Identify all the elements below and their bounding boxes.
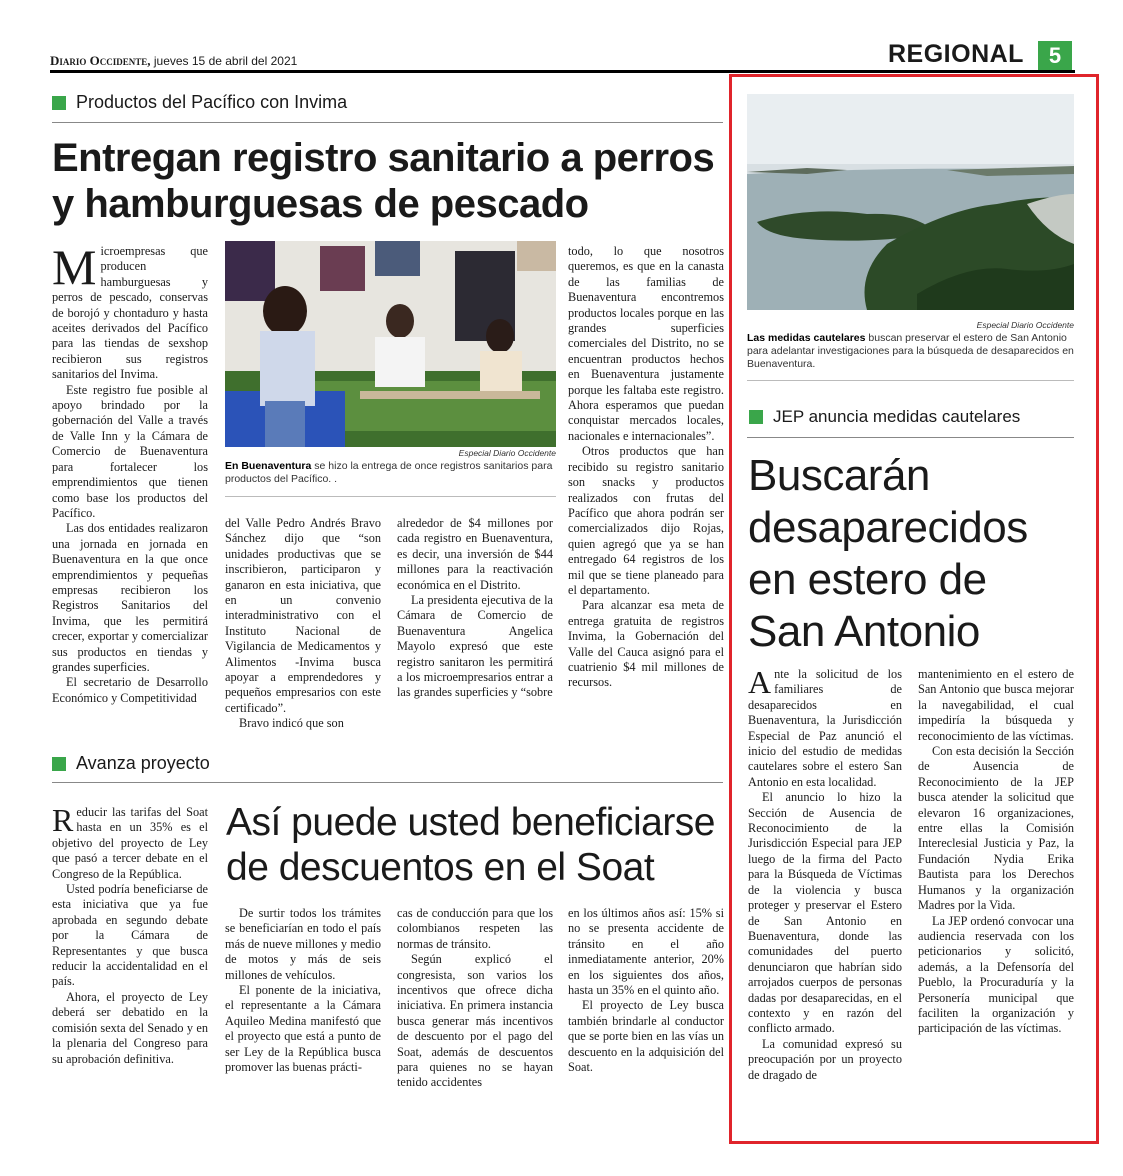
kicker-text: Avanza proyecto [76,753,210,773]
kicker-text: Productos del Pacífico con Invima [76,92,348,112]
paragraph: El proyecto de Ley busca también brindarle al conductor que se porte bien en las vías un descuento en la adquisición del Soat. [568,998,724,1075]
caption-lead: Las medidas cautelares [747,332,866,344]
paragraph: alrededor de $4 millones por cada registro en Buenaventura, es decir, una inversión de $44 millones para la reactivación económica en el Distrito. [397,516,553,592]
article2-column-2 [225,906,381,1075]
article1-photo-credit: Especial Diario Occidente [458,448,556,458]
paragraph-text: nte la solicitud de los familiares de desaparecidos en Buenaventura, la Jurisdicción Especial de Paz anunció el inicio del estudio de medidas cautelares sobre el estero San Antonio en esta localidad. [748,667,902,789]
article1-column-2 [225,516,381,732]
divider [747,380,1074,381]
article1-column-4 [568,244,724,691]
kicker-square-icon [749,410,763,424]
paragraph: La JEP ordenó convocar una audiencia reservada con los peticionarios y solicitó, además, a la Defensoría del Pueblo, la Procuraduría y la Personería municipal que faciliten la organización y participación de las víctimas. [918,913,1074,1036]
paragraph: El ponente de la iniciativa, el representante a la Cámara Aquileo Medina manifestó que el proyecto que está a punto de ser Ley de la República busca promover las buenas prácti- [225,983,381,1075]
header-rule [50,70,1075,73]
paragraph-text: educir las tarifas del Soat hasta en un 35% es el objetivo del proyecto de Ley que pasó a tercer debate en el Congreso de la República. [52,805,208,881]
paragraph: Este registro fue posible al apoyo brindado por la gobernación del Valle a través de Valle Inn y la Cámara de Comercio de Buenaventura para fortalecer los emprendimientos que tienen como base los productos del Pacífico. [52,382,208,520]
paragraph: en los últimos años así: 15% si no se presenta accidente de tránsito en el año inmediatamente anterior, 20% en los siguientes dos años, hasta un 35% en el quinto año. [568,906,724,998]
article2-column-4 [568,906,724,1075]
meeting-photo-image [225,241,556,447]
paragraph: Otros productos que han recibido su registro sanitario son snacks y productos realizados con frutas del Pacífico que ahora podrán ser comercializados dijo Rojas, quien agregó que ya se han entregado 64 registros de los mil que se tiene planeado para el departamento. [568,444,724,597]
paragraph: La presidenta ejecutiva de la Cámara de Comercio de Buenaventura Angelica Mayolo expresó que este registro sanitaron les permitirá a los microempresarios entrar a las grandes superficies y “sobre [397,593,553,700]
article3-photo [747,94,1074,310]
estuary-photo-image [747,94,1074,310]
article3-kicker [749,407,1020,427]
paragraph-text: icroempresas que producen hamburguesas y perros de pescado, conservas de borojó y chontaduro y hasta aceites derivados del Pacífico para las tiendas de sexshop recibieron sus registros sanitarios del Invima. [52,244,208,382]
paragraph: Usted podría beneficiarse de esta iniciativa que ya fue aprobada en segundo debate por la Cámara de Representantes y que busca reducir la accidentalidad en el país. [52,882,208,989]
caption-text: buscan preservar el estero de San Antonio para adelantar investigaciones para la búsqueda de desaparecidos en Buenaventura. [747,332,1074,370]
article1-headline [52,135,732,227]
headline-line: San Antonio [748,607,980,656]
article2-kicker [52,753,210,774]
headline-line: Buscarán [748,451,930,500]
article3-caption [747,332,1074,371]
article3-column-2 [918,667,1074,1037]
article3-photo-credit: Especial Diario Occidente [976,320,1074,330]
paragraph: todo, lo que nosotros queremos, es que en la canasta de las familias de Buenaventura encontremos productos locales porque en las grandes superficies comerciales del Distrito, no se encuentran productos hechos en Buenaventura justamente porque les faltaba este registro. Ahora esperamos que puedan conquistar mercados locales, nacionales e internacionales”. [568,244,724,443]
caption-lead: En Buenaventura [225,460,312,472]
article1-caption [225,460,556,486]
article2-headline [226,800,726,890]
paragraph: Para alcanzar esa meta de entrega gratuita de registros Invima, la Gobernación del Valle del Cauca asignó para el cuatrienio $4 mil millones de recursos. [568,598,724,690]
header-dateline [50,53,297,69]
paragraph [52,802,208,882]
paragraph [748,664,902,790]
divider [52,122,723,123]
paragraph: del Valle Pedro Andrés Bravo Sánchez dijo que “son unidades productivas que se inscribieron, participaron y ganaron en esta iniciativa, que en un convenio interadministrativo con el Instituto Nacional de Vigilancia de Medicamentos y Alimentos -Invima busca apoyar a emprendedores y pequeños empresarios con este certificado”. [225,516,381,715]
divider [225,496,556,497]
article2-column-3 [397,906,553,1091]
drop-cap: M [52,239,97,295]
paper-name: Diario Occidente, [50,53,151,68]
drop-cap: A [748,664,772,700]
article2-column-1 [52,802,208,1067]
paragraph: La comunidad expresó su preocupación por un proyecto de dragado de [748,1036,902,1082]
headline-line: Así puede usted beneficiarse [226,801,716,844]
paragraph: Las dos entidades realizaron una jornada en jornada en Buenaventura en la que once emprendimientos y pequeñas empresas recibieron los Registros Sanitarios del Invima, que les permitirá crecer, exportar y comercializar sus productos en tiendas y grandes superficies. [52,521,208,674]
paragraph [52,239,208,383]
article1-column-1 [52,239,208,706]
headline-line: en estero de [748,555,987,604]
paragraph: cas de conducción para que los colombianos respeten las normas de tránsito. [397,906,553,951]
drop-cap: R [52,802,74,838]
headline-line: Entregan registro sanitario a perros [52,136,715,180]
caption-text: se hizo la entrega de once registros sanitarios para productos del Pacífico. . [225,460,553,485]
paragraph: El secretario de Desarrollo Económico y Competitividad [52,675,208,705]
section-title: REGIONAL [888,40,1024,68]
headline-line: y hamburguesas de pescado [52,182,589,226]
divider [52,782,723,783]
article3-headline [748,450,1078,658]
headline-line: de descuentos en el Soat [226,846,655,889]
page-number: 5 [1038,41,1072,71]
kicker-square-icon [52,757,66,771]
article1-column-3 [397,516,553,701]
paragraph: El anuncio lo hizo la Sección de Ausencia de Reconocimiento de la Jurisdicción Especial para JEP luego de la firma del Pacto para la Búsqueda de Víctimas de la violencia y busca proteger y preservar el Estero de San Antonio en Buenaventura, donde las comunidades del puerto denunciaron que habrían sido arrojados cuerpos de personas dadas por desaparecidas, en el contexto y en razón del conflicto armado. [748,790,902,1036]
paragraph: mantenimiento en el estero de San Antonio que busca mejorar la navegabilidad, el cual impediría la búsqueda y reconocimiento de las víctimas. [918,667,1074,743]
paragraph: De surtir todos los trámites se beneficiarían en todo el país más de nueve millones y medio de motos y más de seis millones de vehículos. [225,906,381,982]
paragraph: Con esta decisión la Sección de Ausencia de Reconocimiento de la JEP busca atender la solicitud que elevaron 16 organizaciones, entre ellas la Comisión Intereclesial Justicia y Paz, la Fundación Nydia Erika Bautista para los Derechos Humanos y la organización Madres por la Vida. [918,744,1074,913]
kicker-text: JEP anuncia medidas cautelares [773,407,1021,426]
kicker-square-icon [52,96,66,110]
headline-line: desaparecidos [748,503,1028,552]
divider [747,437,1074,438]
issue-date: jueves 15 de abril del 2021 [153,54,298,68]
article3-column-1 [748,664,902,1083]
paragraph: Ahora, el proyecto de Ley deberá ser debatido en la comisión sexta del Senado y en la plenaria del Congreso para su aprobación definitiva. [52,989,208,1066]
article1-photo [225,241,556,447]
article1-kicker [52,92,347,113]
paragraph: Bravo indicó que son [239,716,344,731]
paragraph: Según explicó el congresista, son varios los incentivos que ofrece dicha iniciativa. En primera instancia busca generar más incentivos de descuento por el pago del Soat, además de descuentos para quienes no se hayan tenido accidentes [397,952,553,1090]
